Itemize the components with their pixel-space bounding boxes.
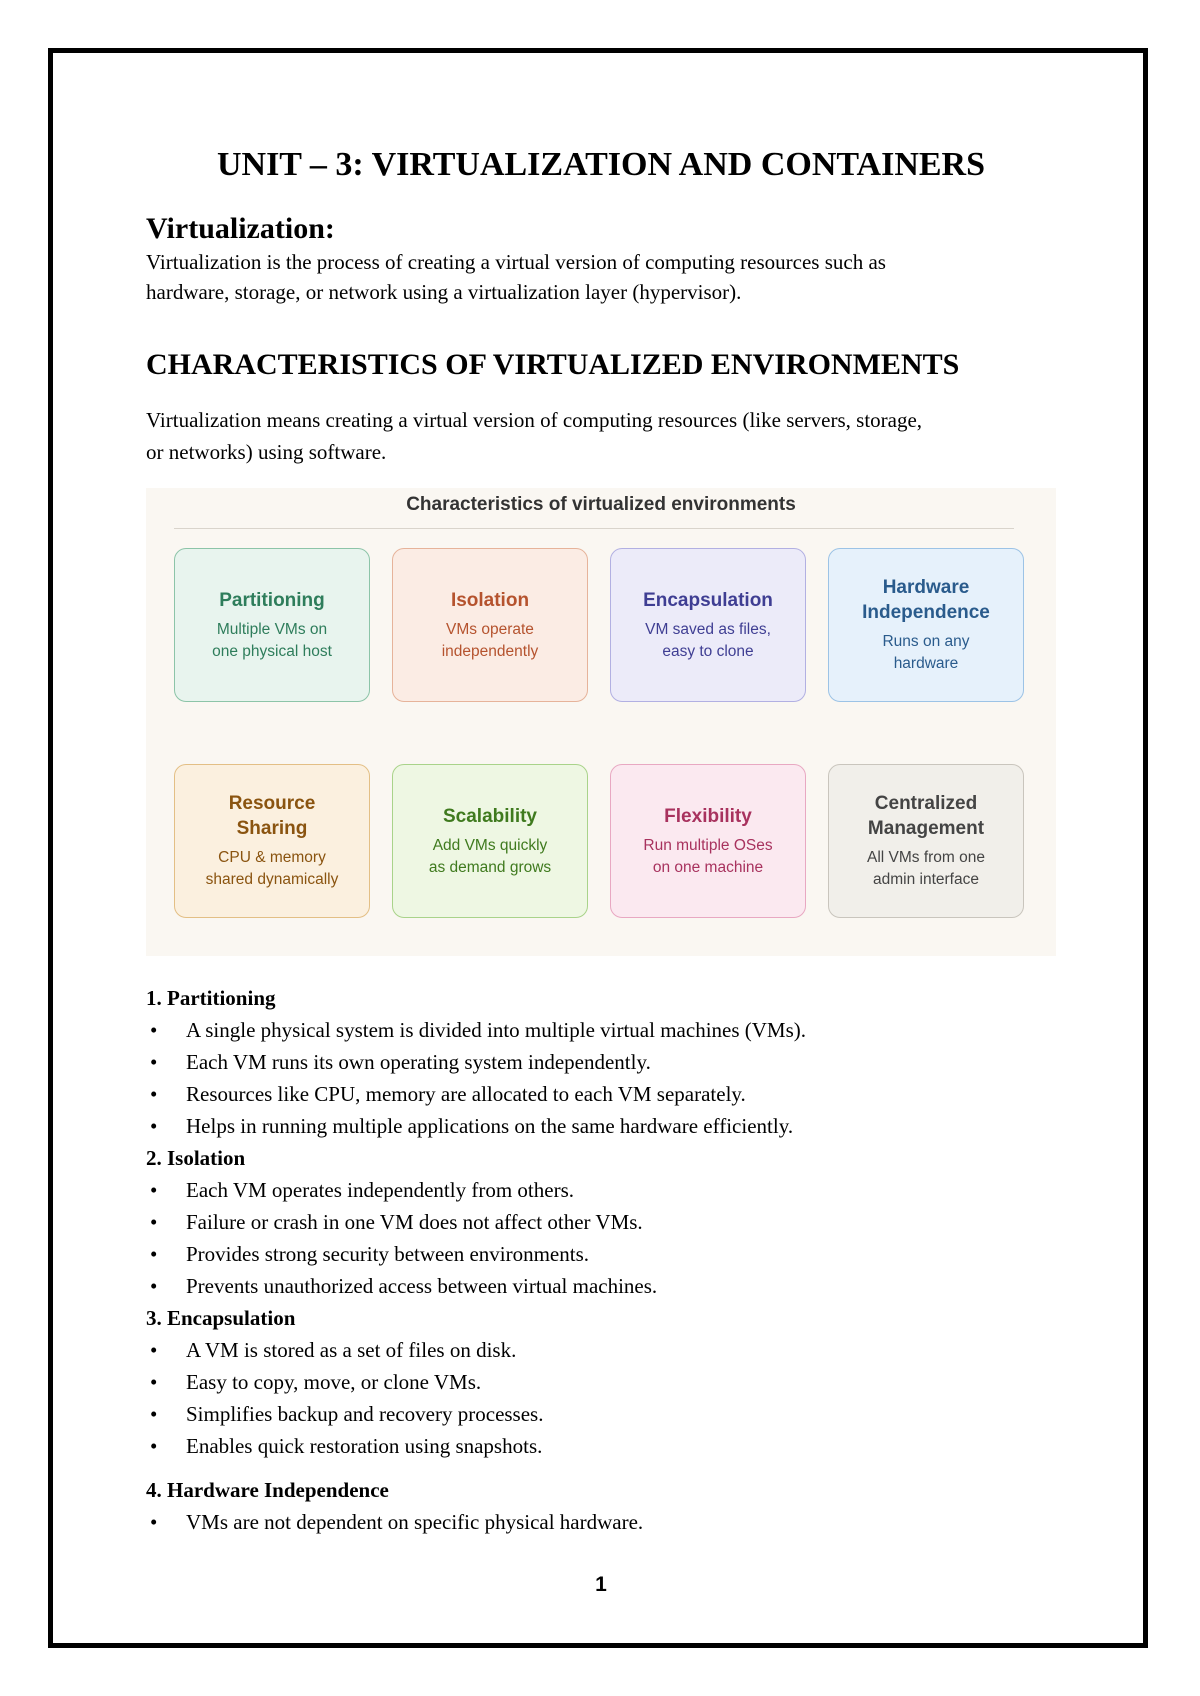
card-flexibility [610,764,806,918]
bullet-item: • Resources like CPU, memory are allocated to each VM separately. [186,1082,746,1107]
card-description-line-1: Run multiple OSes [643,836,773,854]
page-title: UNIT – 3: VIRTUALIZATION AND CONTAINERS [216,146,986,183]
section-heading: 2. Isolation [146,1146,246,1170]
card-encapsulation [610,548,806,702]
bullet-item: • Helps in running multiple applications on the same hardware efficiently. [186,1114,793,1139]
card-title: Hardware Independence [862,577,990,623]
card-description-line-2: easy to clone [662,642,754,660]
card-centralized-management [828,764,1024,918]
card-title: Resource Sharing [228,793,316,839]
section-heading: 3. Encapsulation [146,1306,296,1330]
card-title: Isolation [450,589,530,611]
card-description-line-2: one physical host [212,642,332,660]
section-heading: 1. Partitioning [146,986,276,1010]
bullet-item: • Easy to copy, move, or clone VMs. [186,1370,481,1395]
page-number: 1 [595,1573,607,1596]
card-description-line-2: independently [441,642,539,660]
card-title: Partitioning [219,589,325,611]
bullet-item: • Provides strong security between environments. [186,1242,589,1267]
card-isolation [392,548,588,702]
card-description-line-2: shared dynamically [205,871,339,888]
bullet-item: • A single physical system is divided into multiple virtual machines (VMs). [186,1018,806,1043]
bullet-item: • Enables quick restoration using snapshots. [186,1434,542,1459]
section-heading: 4. Hardware Independence [146,1478,389,1502]
card-description-line-1: Add VMs quickly [432,836,548,854]
card-description-line-1: Runs on any [882,633,970,650]
card-title: Flexibility [664,805,752,827]
virtualization-heading: Virtualization: [146,212,335,245]
card-hardware-independence [828,548,1024,702]
characteristics-text-line-1: Virtualization means creating a virtual version of computing resources (like servers, storage, [146,408,923,432]
card-description-line-2: hardware [893,655,959,672]
card-title: Centralized Management [867,793,985,839]
card-description-line-1: VMs operate [446,620,534,638]
card-description-line-2: on one machine [652,858,764,876]
bullet-item: • Each VM operates independently from others. [186,1178,574,1203]
characteristics-heading: CHARACTERISTICS OF VIRTUALIZED ENVIRONMENTS [146,348,960,381]
virtualization-text-line-2: hardware, storage, or network using a virtualization layer (hypervisor). [146,280,742,304]
figure-divider [174,528,1014,529]
card-description-line-1: CPU & memory [218,849,326,866]
bullet-item: • A VM is stored as a set of files on disk. [186,1338,516,1363]
card-description-line-2: as demand grows [428,858,552,876]
characteristics-text-line-2: or networks) using software. [146,440,387,464]
card-scalability [392,764,588,918]
card-resource-sharing [174,764,370,918]
card-description-line-2: admin interface [873,871,979,888]
card-title: Encapsulation [643,589,773,611]
card-partitioning [174,548,370,702]
bullet-item: • Each VM runs its own operating system independently. [186,1050,651,1075]
figure-title: Characteristics of virtualized environments [406,494,796,515]
bullet-item: • Failure or crash in one VM does not affect other VMs. [186,1210,643,1235]
card-title: Scalability [443,805,537,827]
bullet-item: • VMs are not dependent on specific physical hardware. [186,1510,643,1535]
characteristics-figure [146,488,1056,956]
card-description-line-1: VM saved as files, [645,620,771,638]
bullet-item: • Prevents unauthorized access between virtual machines. [186,1274,657,1299]
bullet-item: • Simplifies backup and recovery processes. [186,1402,543,1427]
virtualization-text-line-1: Virtualization is the process of creating a virtual version of computing resources such as [146,250,886,274]
card-description-line-1: Multiple VMs on [216,620,328,638]
card-description-line-1: All VMs from one [866,849,985,866]
